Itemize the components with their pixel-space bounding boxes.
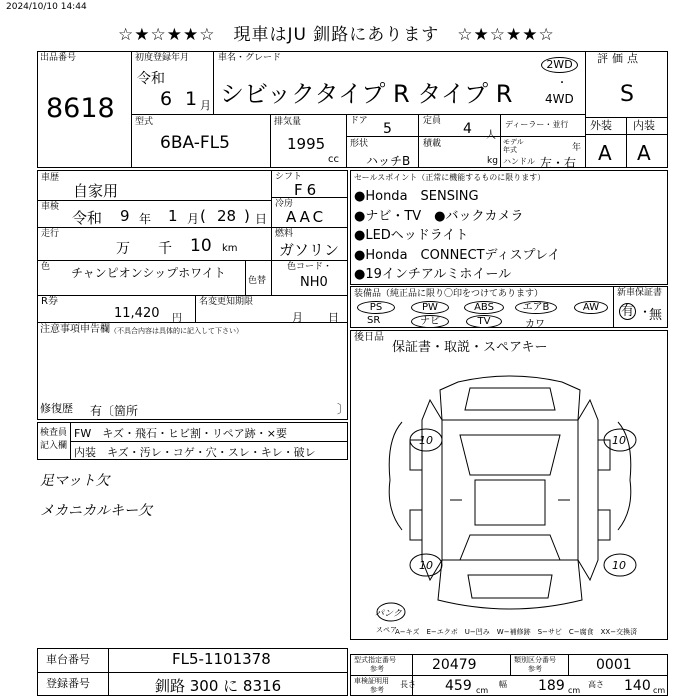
fuel-label: 燃料 — [275, 229, 294, 239]
inspector-line-fw: FW キズ・飛石・ヒビ割・リペア跡・×要 — [74, 427, 287, 440]
sales-points-label: セールスポイント（正常に機能するものに限ります） — [354, 173, 546, 182]
evaluation-score: S — [620, 82, 634, 107]
exterior-label: 外装 — [590, 119, 612, 132]
height-value: 140 — [624, 678, 651, 694]
recycle-value: 11,420 — [114, 306, 160, 321]
car-name-label: 車名・グレード — [218, 53, 282, 63]
sales-point-item: ●ナビ・TV ●バックカメラ — [354, 208, 524, 224]
after-items-label: 後日品 — [354, 332, 384, 343]
chassis-label: 車台番号 — [46, 653, 90, 666]
inspection-day: 28 — [217, 207, 237, 225]
sales-points-list — [354, 187, 560, 285]
displacement-label: 排気量 — [274, 117, 302, 127]
color-code-label: 色コード・ — [287, 262, 333, 272]
designation-label: 型式指定番号 — [354, 656, 396, 664]
equipment-navi: ナビ — [411, 315, 449, 328]
color-value: チャンピオンシップホワイト — [71, 266, 226, 280]
evaluation-label: 評価点 — [597, 52, 642, 65]
registration-label: 初度登録年月 — [135, 53, 190, 63]
displacement-value: 1995 — [287, 135, 326, 153]
lot-label: 出品番号 — [40, 53, 77, 63]
load-label: 積載 — [423, 139, 442, 149]
equipment-aw: AW — [574, 301, 608, 314]
mileage-value: 10 — [190, 236, 212, 256]
width-value: 189 — [538, 678, 565, 694]
car-damage-diagram — [350, 360, 668, 640]
handwritten-note: 足マット欠 — [40, 473, 110, 489]
capacity-value: 4 — [463, 121, 472, 137]
equipment-tv: TV — [466, 315, 502, 328]
dealer-label: ディーラー・並行 — [505, 120, 569, 129]
shape-label: 形状 — [350, 139, 369, 149]
lot-number: 8618 — [46, 93, 115, 124]
category-label: 類別区分番号 — [514, 656, 556, 664]
handle-value: 左・右 — [540, 156, 577, 170]
sales-point-item: ●LEDヘッドライト — [354, 228, 469, 243]
car-name: シビックタイプ R タイプ R — [220, 80, 513, 108]
drive-4wd: 4WD — [545, 92, 574, 106]
dimensions-label: 車検証明用 — [354, 677, 389, 685]
equipment-ps: PS — [357, 301, 395, 314]
model-code: 6BA-FL5 — [160, 133, 230, 153]
tire-front-right: 10 — [612, 434, 626, 447]
designation-number: 20479 — [432, 657, 477, 673]
chassis-number: FL5-1101378 — [172, 650, 271, 668]
equipment-sr: SR — [367, 315, 381, 326]
inspection-label: 車検 — [41, 202, 60, 212]
history-value: 自家用 — [73, 182, 119, 200]
capacity-label: 定員 — [423, 116, 442, 126]
fuel-value: ガソリン — [279, 241, 340, 259]
equipment-abs: ABS — [464, 301, 504, 314]
banner: ☆★☆★★☆ 現車はJU 釧路にあります ☆★☆★★☆ — [118, 25, 555, 45]
registration-month-unit: 月 — [200, 99, 211, 112]
exterior-grade: A — [598, 141, 612, 165]
aircon-value: AAC — [286, 208, 327, 226]
registration-era: 令和 — [137, 71, 165, 87]
sales-point-item: ●Honda SENSING — [354, 189, 479, 204]
shape-value: ハッチB — [366, 154, 411, 168]
model-year-label: モデル年式 — [503, 138, 524, 154]
tire-front-left: 10 — [419, 434, 433, 447]
address-change-label: 名変更知期限 — [199, 297, 254, 307]
model-label: 型式 — [135, 117, 154, 127]
handle-label: ハンドル — [503, 157, 535, 166]
shift-value: F6 — [294, 181, 321, 199]
after-items-value: 保証書・取説・スペアキー — [392, 340, 548, 355]
repair-value: 有〔箇所 — [90, 404, 139, 418]
equipment-label: 装備品（純正品に限り〇印をつけてあります） — [354, 289, 544, 299]
tire-rear-left: 10 — [419, 559, 433, 572]
equipment-leather: カワ — [525, 319, 545, 330]
plate-label: 登録番号 — [46, 677, 90, 690]
equipment-pw: PW — [411, 301, 449, 314]
spare-note: パンク — [375, 609, 402, 619]
spare-label: スペア — [376, 626, 397, 634]
interior-label: 内装 — [633, 119, 655, 132]
sales-point-item: ●19インチアルミホイール — [354, 267, 512, 282]
sales-point-item: ●Honda CONNECTディスプレイ — [354, 247, 561, 263]
tire-rear-right: 10 — [612, 559, 626, 572]
warranty-yes: 有 — [620, 304, 634, 319]
inspector-label: 検査員 — [40, 428, 68, 438]
drive-2wd: 2WD — [541, 57, 578, 73]
inspection-month: 1 — [168, 207, 178, 225]
repair-label: 修復歴 — [40, 402, 73, 415]
history-label: 車歴 — [41, 173, 60, 183]
notes-label: 注意事項申告欄 — [40, 324, 110, 335]
mileage-label: 走行 — [41, 229, 60, 239]
shift-label: シフト — [275, 172, 303, 182]
interior-grade: A — [637, 141, 651, 165]
length-value: 459 — [445, 678, 472, 694]
doors-label: ドア — [350, 116, 368, 126]
equipment-airbag: エアB — [515, 301, 557, 314]
inspector-line-interior: 内装 キズ・汚レ・コゲ・穴・スレ・キレ・破レ — [74, 446, 316, 459]
category-number: 0001 — [596, 657, 632, 673]
color-code-value: NH0 — [300, 275, 328, 290]
color-label: 色 — [41, 262, 51, 272]
timestamp: 2024/10/10 14:44 — [6, 2, 87, 12]
registration-year: 6 — [160, 88, 173, 110]
damage-legend: A−キズ E−エクボ U−凹み W−補修跡 S−サビ C−腐食 XX−交換済 — [395, 628, 638, 636]
doors-value: 5 — [383, 121, 392, 137]
handwritten-note: メカニカルキー欠 — [40, 503, 152, 519]
plate-number: 釧路 300 に 8316 — [155, 677, 282, 695]
color-change-label: 色替 — [248, 276, 267, 286]
recycle-label: R券 — [41, 296, 58, 307]
aircon-label: 冷房 — [275, 199, 294, 209]
registration-month: 1 — [185, 88, 198, 110]
inspection-year: 9 — [120, 207, 130, 225]
warranty-label: 新車保証書 — [617, 288, 663, 298]
warranty-no: 無 — [649, 308, 663, 323]
